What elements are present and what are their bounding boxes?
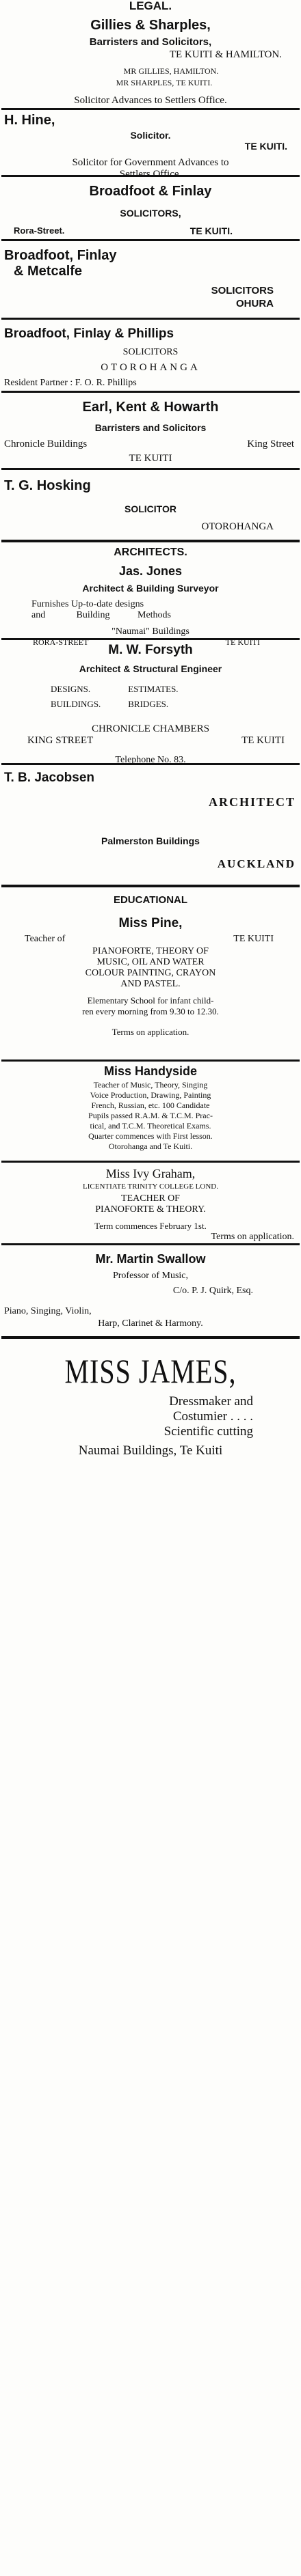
ad-text: Pupils passed R.A.M. & T.C.M. Prac- xyxy=(88,1111,213,1120)
ad-broadfoot-finlay-metcalfe xyxy=(0,241,301,318)
firm-name: M. W. Forsyth xyxy=(108,643,193,657)
ad-text: Furnishes xyxy=(31,599,69,609)
firm-partner: Resident Partner : F. O. R. Phillips xyxy=(4,378,137,388)
firm-place: OHURA xyxy=(236,298,274,309)
firm-building: "Naumai" Buildings xyxy=(112,626,189,637)
firm-title: ARCHITECT xyxy=(208,795,296,809)
ad-text: Otorohanga and Te Kuiti. xyxy=(108,1141,193,1151)
firm-place: TE KUITI xyxy=(241,735,285,746)
firm-places: TE KUITI & HAMILTON. xyxy=(169,49,282,60)
firm-title: SOLICITOR xyxy=(125,503,176,514)
ad-m-w-forsyth xyxy=(0,640,301,763)
firm-place: OTOROHANGA xyxy=(101,362,200,373)
firm-street: RORA-STREET xyxy=(33,637,89,647)
ad-text: TEACHER OF xyxy=(121,1193,180,1204)
ad-text: Harp, Clarinet & Harmony. xyxy=(98,1318,203,1329)
ad-place: TE KUITI xyxy=(233,934,274,944)
teacher-name: Miss Pine, xyxy=(118,916,183,930)
ad-text: AND PASTEL. xyxy=(120,979,181,989)
firm-name: H. Hine, xyxy=(4,113,55,128)
firm-note: Solicitor Advances to Settlers Office. xyxy=(74,95,227,106)
firm-place: TE KUITI. xyxy=(244,141,287,152)
ad-text: ren every morning from 9.30 to 12.30. xyxy=(82,1006,219,1016)
service-item: DESIGNS. xyxy=(51,684,91,694)
firm-name: Broadfoot & Finlay xyxy=(89,184,212,199)
ad-h-hine xyxy=(0,110,301,180)
section-heading-architects: ARCHITECTS. xyxy=(114,546,187,558)
ad-text: Costumier . . . . xyxy=(172,1409,253,1424)
firm-name: Jas. Jones xyxy=(118,564,183,578)
teacher-name: Miss Ivy Graham, xyxy=(105,1167,196,1180)
firm-title: Architect & Building Surveyor xyxy=(82,583,219,594)
firm-name: Broadfoot, Finlay xyxy=(4,248,117,263)
ad-jas-jones xyxy=(0,563,301,647)
ad-text: and xyxy=(31,610,46,620)
firm-place: AUCKLAND xyxy=(217,857,296,870)
business-name: MISS JAMES, xyxy=(64,1351,237,1390)
ad-text: tical, and T.C.M. Theoretical Exams. xyxy=(90,1121,211,1131)
firm-note: Solicitor for Government Advances to xyxy=(72,157,229,168)
ad-address: Naumai Buildings, Te Kuiti xyxy=(78,1443,223,1458)
ad-broadfoot-finlay-phillips xyxy=(0,320,301,391)
ad-terms: Terms on application. xyxy=(211,1232,294,1242)
ad-text: Teacher of Music, Theory, Singing xyxy=(93,1080,208,1090)
ad-miss-ivy-graham xyxy=(0,1163,301,1243)
ad-broadfoot-finlay xyxy=(0,177,301,239)
firm-title: Barristers and Solicitors, xyxy=(89,36,212,48)
firm-name: Earl, Kent & Howarth xyxy=(82,400,219,415)
ad-text: COLOUR PAINTING, CRAYON xyxy=(85,968,216,978)
firm-street: KING STREET xyxy=(27,735,94,746)
firm-title: Barristers and Solicitors xyxy=(94,422,207,433)
section-heading-educational: EDUCATIONAL xyxy=(113,894,188,906)
firm-title: Solicitor. xyxy=(130,130,171,141)
ad-text: Elementary School for infant child- xyxy=(87,995,214,1006)
firm-place: TE KUITI xyxy=(129,453,172,464)
teacher-name: Miss Handyside xyxy=(103,1064,198,1078)
firm-title: SOLICITORS xyxy=(211,285,274,296)
ad-text: PIANOFORTE, THEORY OF xyxy=(92,946,209,956)
firm-phone: Telephone No. 83. xyxy=(115,755,186,765)
teacher-name: Mr. Martin Swallow xyxy=(95,1252,206,1266)
ad-text: Quarter commences with First lesson. xyxy=(88,1131,213,1141)
partner-line: MR SHARPLES, TE KUITI. xyxy=(116,78,213,87)
ad-text: PIANOFORTE & THEORY. xyxy=(95,1204,206,1215)
ad-text: Term commences February 1st. xyxy=(94,1221,207,1231)
firm-street: Rora-Street. xyxy=(14,225,65,236)
ad-t-g-hosking xyxy=(0,470,301,540)
ad-gillies-sharples xyxy=(0,14,301,108)
service-item: BUILDINGS. xyxy=(51,699,101,709)
ad-text: Professor of Music, xyxy=(112,1271,189,1281)
partner-line: MR GILLIES, HAMILTON. xyxy=(123,66,219,76)
firm-name: Broadfoot, Finlay & Phillips xyxy=(4,327,174,341)
ad-text: Methods xyxy=(138,610,171,620)
ad-miss-pine xyxy=(0,911,301,1060)
section-heading-legal: LEGAL. xyxy=(129,0,172,12)
service-item: BRIDGES. xyxy=(128,699,169,709)
firm-name: Gillies & Sharples, xyxy=(90,18,211,33)
ad-mr-martin-swallow xyxy=(0,1245,301,1336)
firm-name: T. G. Hosking xyxy=(4,478,91,493)
ad-text: Teacher of xyxy=(25,934,66,944)
ad-miss-james xyxy=(0,1339,301,1458)
firm-title: Architect & Structural Engineer xyxy=(79,663,222,674)
ad-text: Piano, Singing, Violin, xyxy=(4,1306,92,1316)
firm-building: Chronicle Buildings xyxy=(4,439,88,449)
firm-note: Settlers Office. xyxy=(119,169,182,180)
ad-text: Up-to-date designs xyxy=(70,599,144,609)
ad-text: LICENTIATE TRINITY COLLEGE LOND. xyxy=(83,1182,218,1191)
ad-earl-kent-howarth xyxy=(0,393,301,468)
ad-t-b-jacobsen xyxy=(0,765,301,885)
firm-title: SOLICITORS xyxy=(122,347,179,357)
firm-place: OTOROHANGA xyxy=(201,521,274,532)
firm-street: King Street xyxy=(247,439,294,449)
firm-building: CHRONICLE CHAMBERS xyxy=(91,723,210,734)
ad-terms: Terms on application. xyxy=(112,1027,189,1037)
firm-place: TE KUITI xyxy=(225,637,260,647)
firm-name: T. B. Jacobsen xyxy=(4,771,94,785)
ad-text: Building xyxy=(76,610,110,620)
service-item: ESTIMATES. xyxy=(128,684,179,694)
ad-text: MUSIC, OIL AND WATER xyxy=(96,957,205,967)
firm-title: SOLICITORS, xyxy=(120,208,181,219)
ad-text: Dressmaker and xyxy=(169,1394,253,1409)
firm-building: Palmerston Buildings xyxy=(101,835,200,846)
ad-miss-handyside xyxy=(0,1062,301,1161)
ad-text: French, Russian, etc. 100 Candidate xyxy=(91,1100,210,1110)
ad-text: Voice Production, Drawing, Painting xyxy=(90,1090,211,1100)
firm-name: & Metcalfe xyxy=(14,264,83,279)
firm-place: TE KUITI. xyxy=(189,225,233,236)
ad-care-of: C/o. P. J. Quirk, Esq. xyxy=(172,1286,253,1296)
ad-text: Scientific cutting xyxy=(163,1424,253,1439)
